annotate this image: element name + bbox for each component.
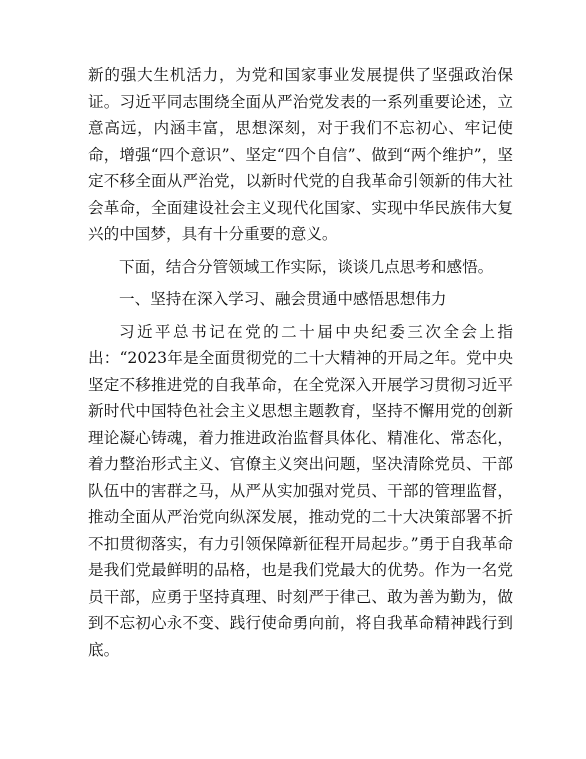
document-body xyxy=(88,62,513,663)
paragraph-section-1-body: 习近平总书记在党的二十届中央纪委三次全会上指出：“2023年是全面贯彻党的二十大精神的开局之年。党中央坚定不移推进党的自我革命，在全党深入开展学习贯彻习近平新时代中国特色社会主义思想主题教育，坚持不懈用党的创新理论凝心铸魂，着力推进政治监督具体化、精准化、常态化，着力整治形式主义、官僚主义突出问题，坚决清除党员、干部队伍中的害群之马，从严从实加强对党员、干部的管理监督，推动全面从严治党向纵深发展，推动党的二十大决策部署不折不扣贯彻落实，有力引领保障新征程开局起步。”勇于自我革命是我们党最鲜明的品格，也是我们党最大的优势。作为一名党员干部，应勇于坚持真理、时刻严于律己、敢为善为勤为，做到不忘初心永不变、践行使命勇向前，将自我革命精神践行到底。 xyxy=(88,322,513,659)
paragraph-transition: 下面，结合分管领域工作实际，谈谈几点思考和感悟。 xyxy=(119,257,494,276)
paragraph-intro-continuation: 新的强大生机活力，为党和国家事业发展提供了坚强政治保证。习近平同志围绕全面从严治党发表的一系列重要论述，立意高远，内涵丰富，思想深刻，对于我们不忘初心、牢记使命，增强“四个意识”、坚定“四个自信”、做到“两个维护”，坚定不移全面从严治党，以新时代党的自我革命引领新的伟大社会革命，全面建设社会主义现代化国家、实现中华民族伟大复兴的中国梦，具有十分重要的意义。 xyxy=(88,66,513,243)
section-heading-1: 一、坚持在深入学习、融会贯通中感悟思想伟力 xyxy=(119,290,447,308)
